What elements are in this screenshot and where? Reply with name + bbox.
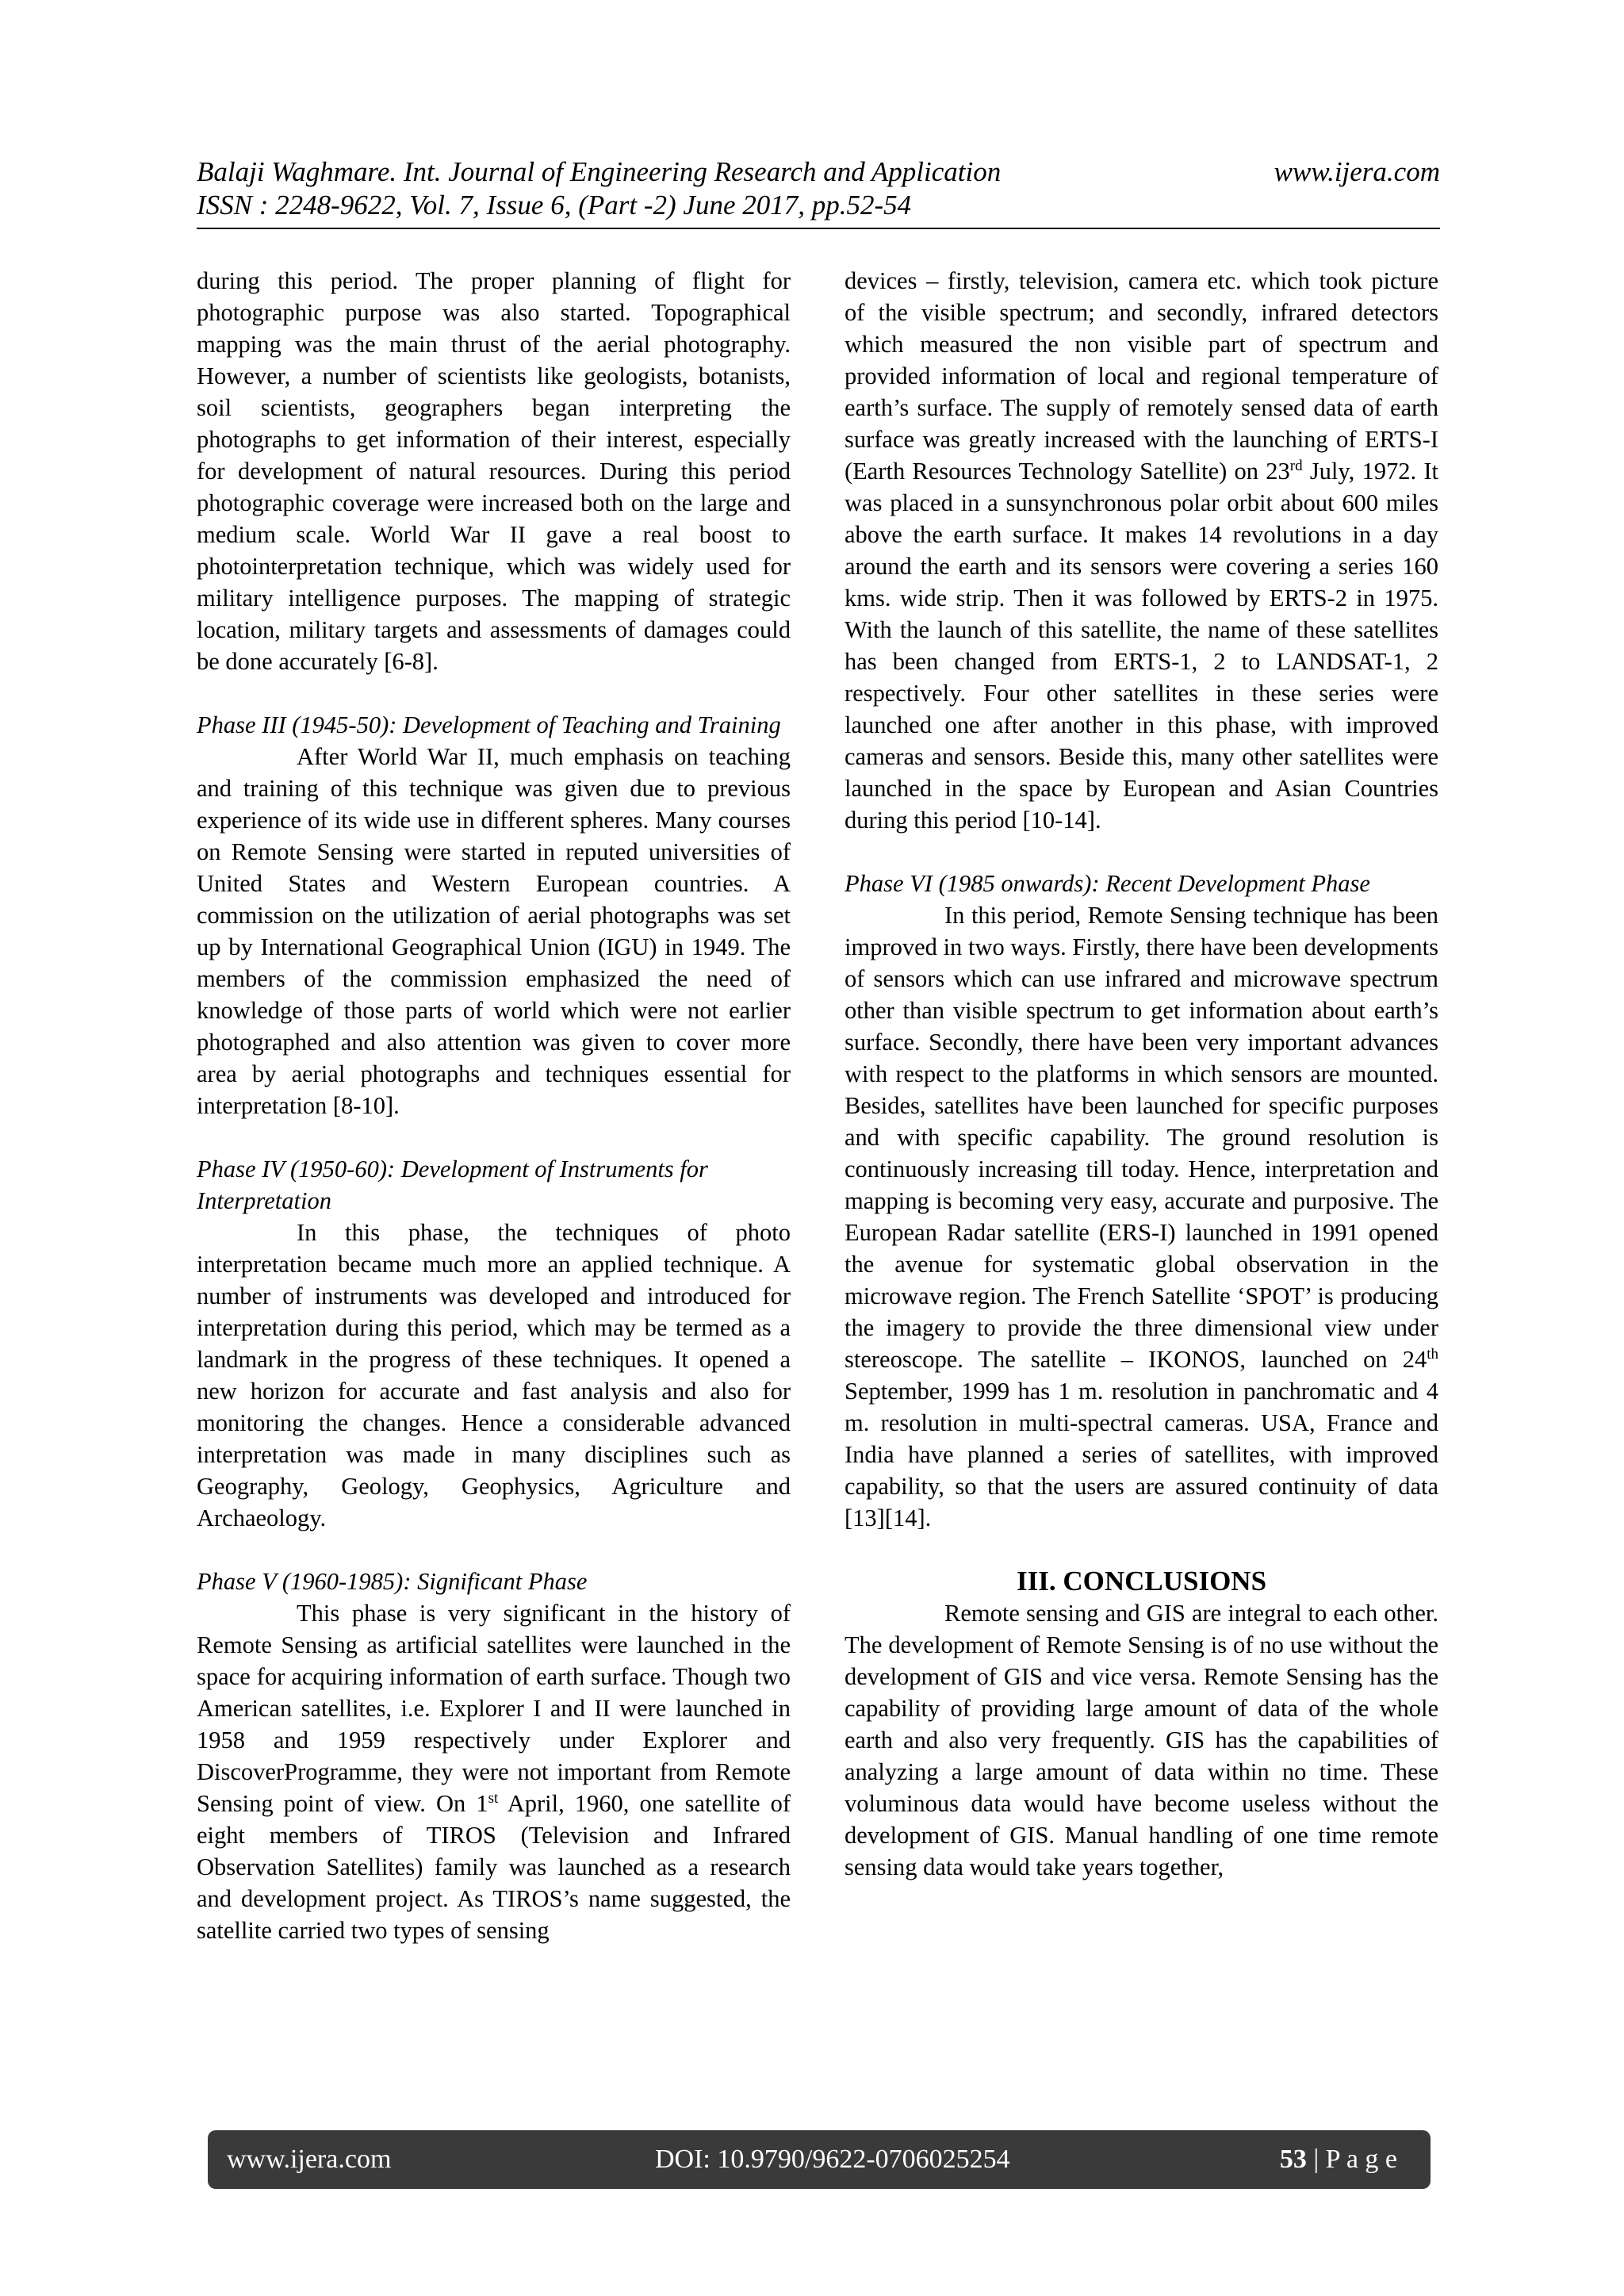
phase-iii-heading: Phase III (1945-50): Development of Teaching and Training [197, 711, 781, 738]
journal-website[interactable]: www.ijera.com [1274, 156, 1440, 187]
paragraph: In this period, Remote Sensing technique has been improved in two ways. Firstly, there have been developments of sensors which can use infrared and microwave spectrum other than visible spectrum to get information about earth’s surface. Secondly, there have been very important advances with respect to the platforms in which sensors are mounted. Besides, satellites have been launched for specific purposes and with specific capability. The ground resolution is continuously increasing till today. Hence, interpretation and mapping is becoming very easy, accurate and purposive. The European Radar satellite (ERS-I) launched in 1991 opened the avenue for systematic global observation in the microwave region. The French Satellite ‘SPOT’ is producing the imagery to provide the three dimensional view under stereoscope. The satellite – IKONOS, launched on 24th September, 1999 has 1 m. resolution in panchromatic and 4 m. resolution in multi-spectral cameras. USA, France and India have planned a series of satellites, with improved capability, so that the users are assured continuity of data [13][14]. [845, 902, 1438, 1531]
paragraph: After World War II, much emphasis on teaching and training of this technique was given due to previous experience of its wide use in different spheres. Many courses on Remote Sensing were started in reputed universities of United States and Western European countries. A commission on the utilization of aerial photographs was set up by International Geographical Union (IGU) in 1949. The members of the commission emphasized the need of knowledge of those parts of world which were not earlier photographed and also attention was given to cover more area by aerial photographs and techniques essential for interpretation [8-10]. [197, 743, 791, 1119]
phase-vi-heading: Phase VI (1985 onwards): Recent Development Phase [845, 870, 1370, 897]
paragraph: This phase is very significant in the history of Remote Sensing as artificial satellites were launched in the space for acquiring information of earth surface. Though two American satellites, i.e. Explorer I and II were launched in 1958 and 1959 respectively under Explorer and DiscoverProgramme, they were not important from Remote Sensing point of view. On 1st April, 1960, one satellite of eight members of TIROS (Television and Infrared Observation Satellites) family was launched as a research and development project. As TIROS’s name suggested, the satellite carried two types of sensing [197, 1600, 791, 1944]
phase-v-heading: Phase V (1960-1985): Significant Phase [197, 1568, 588, 1595]
page-number: 53 | P a g e [1279, 2145, 1397, 2174]
conclusions-heading: III. CONCLUSIONS [1016, 1566, 1267, 1596]
paragraph: devices – firstly, television, camera etc. which took picture of the visible spectrum; and secondly, infrared detectors which measured the non visible part of spectrum and provided information of local and regional temperature of earth’s surface. The supply of remotely sensed data of earth surface was greatly increased with the launching of ERTS-I (Earth Resources Technology Satellite) on 23rd July, 1972. It was placed in a sunsynchronous polar orbit about 600 miles above the earth surface. It makes 14 revolutions in a day around the earth and its sensors were covering a series 160 kms. wide strip. Then it was followed by ERTS-2 in 1975. With the launch of this satellite, the name of these satellites has been changed from ERTS-1, 2 to LANDSAT-1, 2 respectively. Four other satellites in these series were launched one after another in this phase, with improved cameras and sensors. Beside this, many other satellites were launched in the space by European and Asian Countries during this period [10-14]. [845, 267, 1438, 834]
running-header [197, 155, 1440, 222]
left-column [197, 265, 791, 1946]
paragraph: In this phase, the techniques of photo interpretation became much more an applied technique. A number of instruments was developed and introduced for interpretation during this period, which may be termed as a landmark in the progress of these techniques. It opened a new horizon for accurate and fast analysis and also for monitoring the changes. Hence a considerable advanced interpretation was made in many disciplines such as Geography, Geology, Geophysics, Agriculture and Archaeology. [197, 1219, 791, 1531]
right-column [845, 265, 1438, 1883]
issn-line: ISSN : 2248-9622, Vol. 7, Issue 6, (Part -2) June 2017, pp.52-54 [197, 190, 912, 220]
header-rule [197, 228, 1440, 229]
page-footer [208, 2130, 1431, 2189]
phase-iv-heading: Phase IV (1950-60): Development of Instruments for Interpretation [197, 1156, 708, 1214]
footer-website[interactable]: www.ijera.com [227, 2145, 392, 2174]
journal-citation: Balaji Waghmare. Int. Journal of Engineering Research and Application [197, 156, 1002, 187]
paragraph: Remote sensing and GIS are integral to each other. The development of Remote Sensing is of no use without the development of GIS and vice versa. Remote Sensing has the capability of providing large amount of data of the whole earth and also very frequently. GIS has the capabilities of analyzing a large amount of data within no time. These voluminous data would have become useless without the development of GIS. Manual handling of one time remote sensing data would take years together, [845, 1600, 1438, 1880]
footer-doi[interactable]: DOI: 10.9790/9622-0706025254 [655, 2145, 1010, 2174]
paragraph: during this period. The proper planning of flight for photographic purpose was also started. Topographical mapping was the main thrust of the aerial photography. However, a number of scientists like geologists, botanists, soil scientists, geographers began interpreting the photographs to get information of their interest, especially for development of natural resources. During this period photographic coverage were increased both on the large and medium scale. World War II gave a real boost to photointerpretation technique, which was widely used for military intelligence purposes. The mapping of strategic location, military targets and assessments of damages could be done accurately [6-8]. [197, 267, 791, 675]
